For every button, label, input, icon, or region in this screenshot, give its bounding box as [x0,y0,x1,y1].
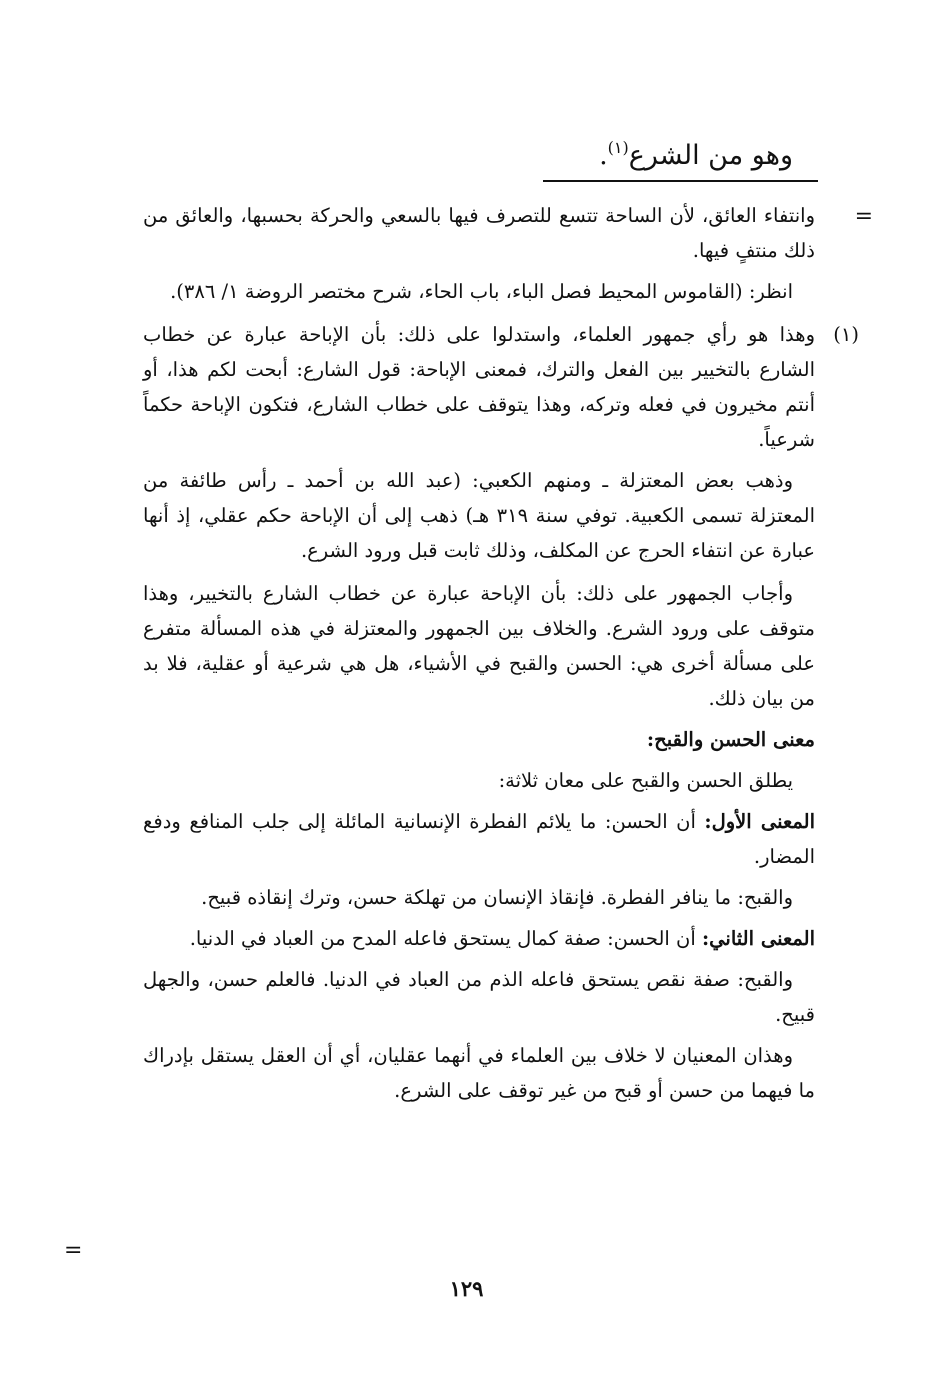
footnote-ref[interactable]: (١) [607,138,629,157]
main-text: وهو من الشرع [628,140,793,171]
continued-note-reference: انظر: (القاموس المحيط فصل الباء، باب الحاء، شرح مختصر الروضة ١/ ٣٨٦). [170,280,793,303]
footnote-1-paragraph-2: وذهب بعض المعتزلة ـ ومنهم الكعبي: (عبد الله بن أحمد ـ رأس طائفة من المعتزلة تسمى الكعبية. توفي سنة ٣١٩ هـ) ذهب إلى أن الإباحة حكم عقلي، إذ أنها عبارة عن انتفاء الحرج عن المكلف، وذلك ثابت قبل ورود الشرع. [143,469,815,562]
conclusion-paragraph: وهذان المعنيان لا خلاف بين العلماء في أنهما عقليان، أي أن العقل يستقل بإدراك ما فيهما من حسن أو قبح من غير توقف على الشرع. [143,1044,815,1102]
meaning-1-label: المعنى الأول: [704,810,815,833]
section-intro: يطلق الحسن والقبح على معان ثلاثة: [498,769,793,792]
meaning-2-label: المعنى الثاني: [701,927,815,950]
meaning-1 [143,804,815,874]
meaning-2-text: أن الحسن: صفة كمال يستحق فاعله المدح من العباد في الدنيا. [189,927,702,950]
continuation-mark-bottom: = [64,1238,83,1263]
continued-note-paragraph: وانتفاء العائق، لأن الساحة تتسع للتصرف فيها بالسعي والحركة بحسبها، والعائق من ذلك منتفٍ فيها. [143,204,815,262]
footnote-1-paragraph-3: وأجاب الجمهور على ذلك: بأن الإباحة عبارة عن خطاب الشارع بالتخيير، وهذا متوقف على ورود الشرع. والخلاف بين الجمهور والمعتزلة في هذه المسألة متفرع على مسألة أخرى هي: الحسن والقبح في الأشياء، هل هي شرعية أو عقلية، فلا بد من بيان ذلك. [143,582,815,710]
footnotes [143,198,859,1114]
main-text-end: . [599,140,608,171]
meaning-1-ugliness: والقبح: ما ينافر الفطرة. فإنقاذ الإنسان من تهلكة حسن، وترك إنقاذه قبيح. [201,886,793,909]
main-text-line [393,128,793,176]
continuation-mark-top: = [854,204,873,229]
meaning-1-text: أن الحسن: ما يلائم الفطرة الإنسانية المائلة إلى جلب المنافع ودفع المضار. [143,810,815,868]
footnote-1-text: وهذا هو رأي جمهور العلماء، واستدلوا على ذلك: بأن الإباحة عبارة عن خطاب الشارع بالتخيير بين الفعل والترك، فمعنى الإباحة: قول الشارع: أبحت لكم هذا، أو أنتم مخيرون في فعله وتركه، وهذا يتوقف على خطاب الشارع، فتكون الإباحة حكماً شرعياً. [143,323,815,451]
section-heading: معنى الحسن والقبح: [646,728,815,751]
footnote-1-marker: (١) [833,323,859,346]
meaning-2-ugliness: والقبح: صفة نقص يستحق فاعله الذم من العباد في الدنيا. فالعلم حسن، والجهل قبيح. [143,968,815,1026]
meaning-2 [143,921,815,956]
page-number: ١٢٩ [449,1276,484,1301]
footnote-separator [543,180,818,182]
footnote-1-paragraph-1 [143,317,859,457]
